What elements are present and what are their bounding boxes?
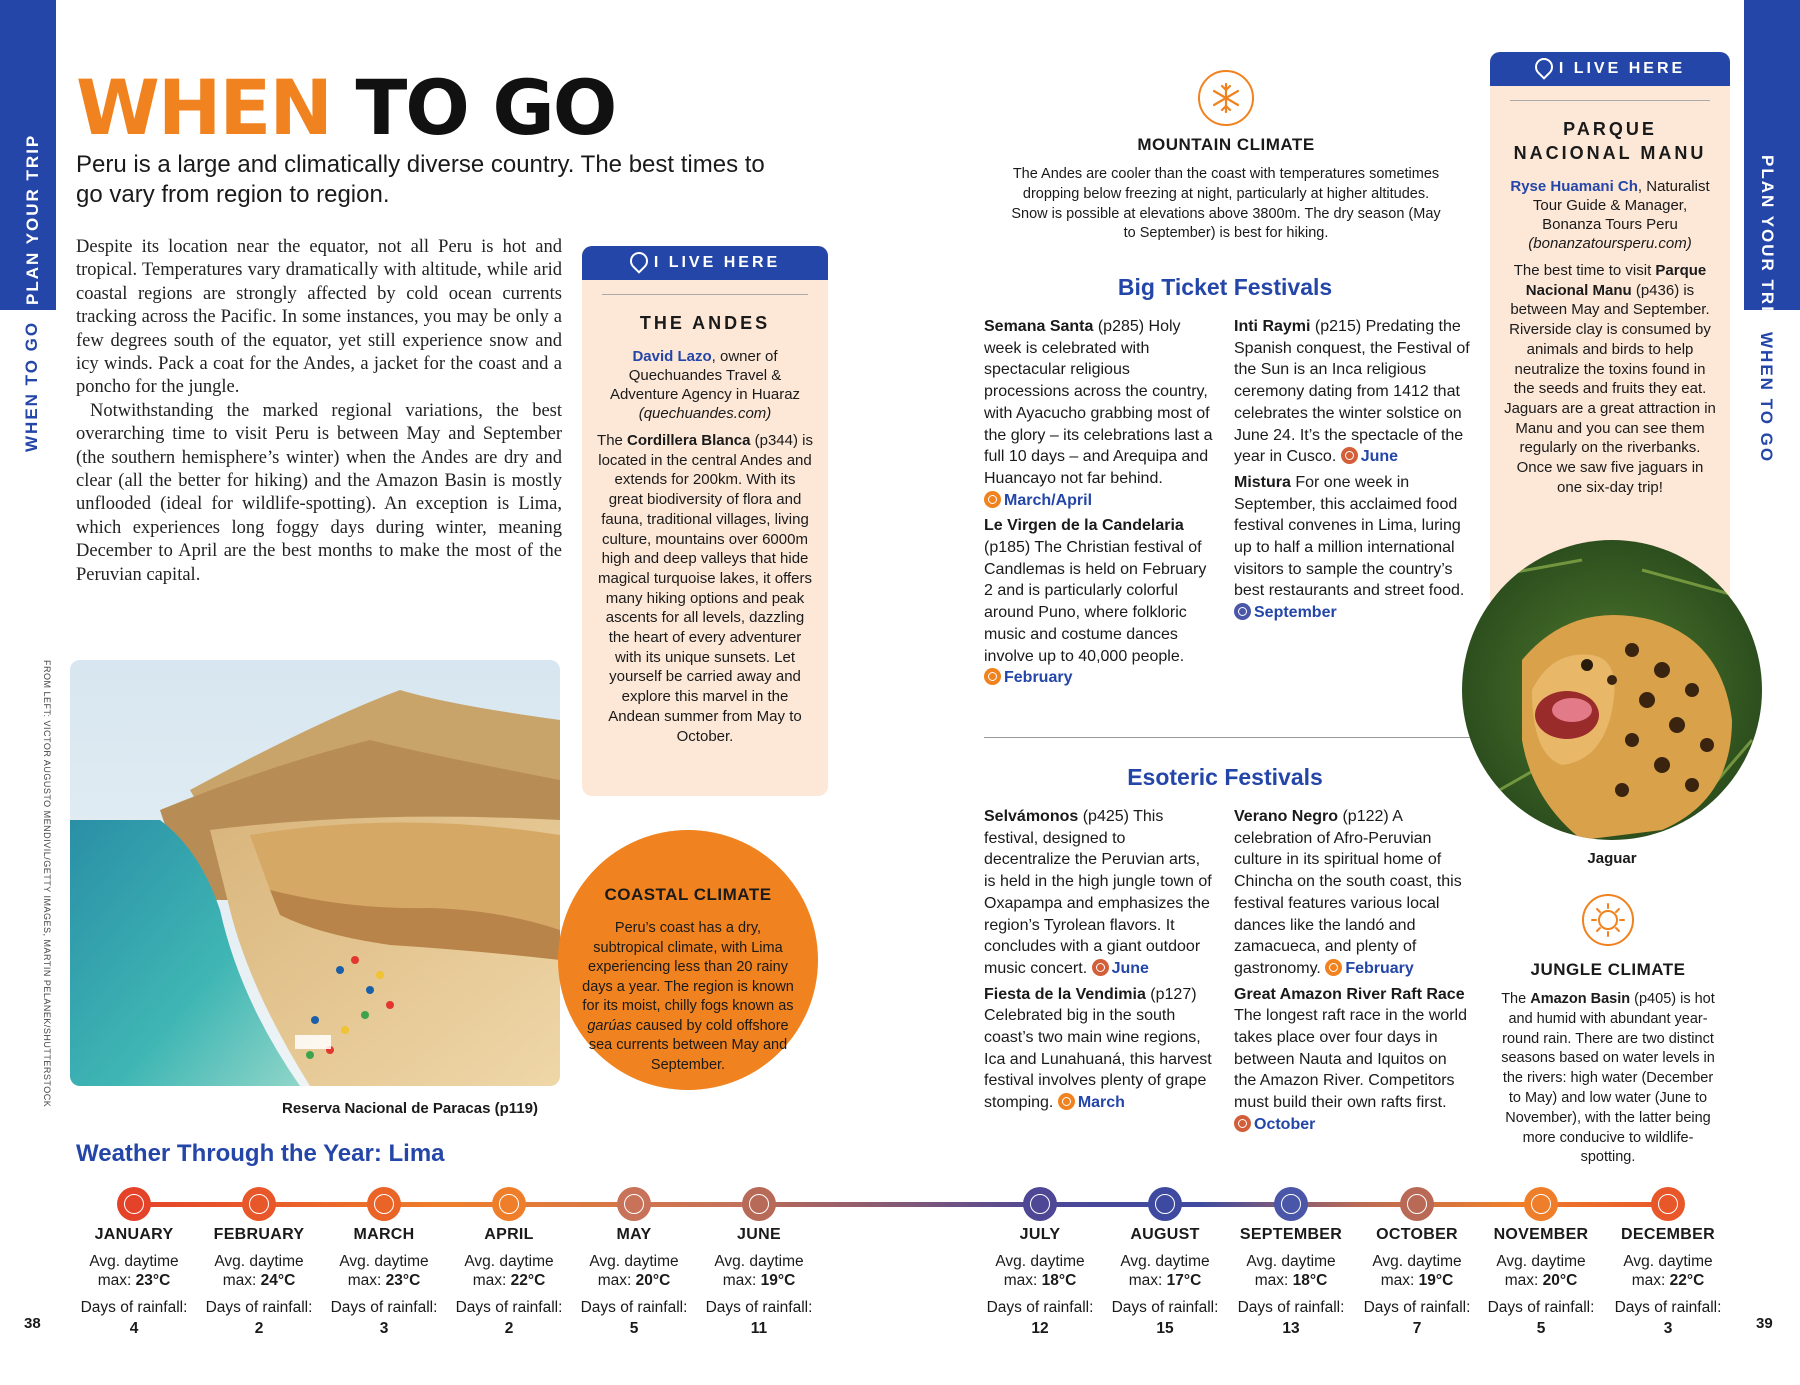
sun-icon: [984, 491, 1001, 508]
sun-icon: [117, 1187, 151, 1221]
festival-month-label: February: [1004, 669, 1073, 687]
jungle-text-post: (p405) is hot and humid with abundant year-round rain. There are two distinct seasons based on water levels in the rivers: high water (December to May) and low water (June to November), with the latter being more conducive to wildlife-spotting.: [1501, 991, 1715, 1166]
andes-person-name: David Lazo: [632, 348, 712, 365]
festival-text: For one week in September, this acclaimed food festival convenes in Lima, luring up to half a million international visitors to sample the country’s best restaurants and street food.: [1234, 473, 1465, 600]
manu-text-pre: The best time to visit: [1513, 262, 1656, 279]
page-title-part2: TO GO: [355, 63, 616, 152]
intro-paragraph-1: Despite its location near the equator, not all Peru is hot and tropical. Temperatures vary dramatically with altitude, while arid coastal regions are strongly affected by cold ocean currents tracking across the Pacific. In some instances, you may be only a few degrees south of the equator, yet still experience snow and icy winds. Pack a coat for the Andes, a jacket for the coast and a poncho for the jungle.: [76, 237, 562, 398]
rain-value: 7: [1412, 1320, 1422, 1337]
temp-label: Avg. daytime max:: [1372, 1253, 1462, 1289]
sun-icon: [1651, 1187, 1685, 1221]
intro-text: [76, 236, 562, 587]
big-ticket-col-1: [984, 316, 1214, 689]
weather-month: [1357, 1226, 1477, 1338]
month-name: FEBRUARY: [213, 1226, 305, 1243]
month-temp: [1105, 1252, 1225, 1290]
rain-value: 13: [1282, 1320, 1300, 1337]
month-name: JUNE: [737, 1226, 781, 1243]
manu-person-site: (bonanzatoursperu.com): [1528, 235, 1692, 252]
month-temp: [199, 1252, 319, 1290]
coastal-text-pre: Peru’s coast has a dry, subtropical climate, with Lima experiencing less than 20 rainy days a year. The region is known for its moist, chilly fogs known as: [582, 920, 794, 1014]
month-name: JULY: [1019, 1226, 1061, 1243]
month-name: JANUARY: [94, 1226, 174, 1243]
coastal-climate-title: COASTAL CLIMATE: [604, 885, 772, 904]
andes-text-post: (p344) is located in the central Andes and extends for 200km. With its great biodiversity of flora and fauna, traditional villages, living culture, mountains over 6000m high and deep valleys that hide magical turquoise lakes, it offers many hiking options and peak ascents for all levels, dazzling the heart of every adventurer with its unique sunsets. Let yourself be carried away and explore this marvel in the Andean summer from May to October.: [598, 432, 813, 745]
month-name: MAY: [616, 1226, 652, 1243]
rain-value: 4: [129, 1320, 139, 1337]
rain-icon: [1274, 1187, 1308, 1221]
month-rain: [1231, 1298, 1351, 1338]
festival-name: Great Amazon River Raft Race: [1234, 985, 1465, 1003]
festival-month-label: February: [1345, 959, 1414, 977]
festival-text: The longest raft race in the world takes place over four days in between Nauta and Iquitos on the Amazon River. Competitors must build their own rafts first.: [1234, 1007, 1468, 1112]
side-section-left-label: WHEN TO GO: [22, 320, 41, 452]
weather-month: [324, 1226, 444, 1338]
month-rain: [74, 1298, 194, 1338]
rain-value: 5: [1536, 1320, 1546, 1337]
festival-name: Verano Negro: [1234, 808, 1339, 825]
sun-icon: [242, 1187, 276, 1221]
month-name: MARCH: [353, 1226, 415, 1243]
temp-label: Avg. daytime max:: [339, 1253, 429, 1289]
temp-label: Avg. daytime max:: [1496, 1253, 1586, 1289]
weather-heading: Weather Through the Year: Lima: [76, 1140, 445, 1167]
side-tab-left-label: PLAN YOUR TRIP: [23, 133, 42, 305]
sun-cloud-icon: [742, 1187, 776, 1221]
andes-live-header: [582, 246, 828, 280]
festival-mistura: [1234, 472, 1470, 624]
paracas-beach-image: [70, 660, 560, 1086]
temp-label: Avg. daytime max:: [714, 1253, 804, 1289]
snowflake-glyph: [1200, 72, 1252, 124]
temp-label: Avg. daytime max:: [1246, 1253, 1336, 1289]
section-divider: [984, 737, 1472, 738]
sun-glyph: [1584, 896, 1632, 944]
manu-live-person: [1490, 177, 1730, 253]
month-temp: [980, 1252, 1100, 1290]
month-temp: [324, 1252, 444, 1290]
month-rain: [324, 1298, 444, 1338]
manu-live-header: [1490, 52, 1730, 86]
temp-label: Avg. daytime max:: [464, 1253, 554, 1289]
rain-value: 3: [379, 1320, 389, 1337]
manu-live-box: [1490, 52, 1730, 612]
festival-inti-raymi: [1234, 316, 1470, 468]
manu-text-bold: Parque Nacional Manu: [1525, 262, 1707, 299]
sun-cloud-icon: [1400, 1187, 1434, 1221]
andes-live-text: [582, 431, 828, 746]
rain-value: 3: [1663, 1320, 1673, 1337]
andes-live-header-label: I LIVE HERE: [653, 254, 781, 271]
andes-person-site: (quechuandes.com): [638, 405, 772, 422]
rain-label: Days of rainfall:: [1237, 1299, 1345, 1316]
festival-month-label: March/April: [1004, 491, 1093, 509]
jungle-climate-title: JUNGLE CLIMATE: [1530, 960, 1686, 979]
sun-icon: [984, 668, 1001, 685]
rain-label: Days of rainfall:: [330, 1299, 438, 1316]
temp-value: 23°C: [385, 1272, 421, 1289]
manu-person-role: , Naturalist Tour Guide & Manager, Bonanza Tours Peru: [1532, 178, 1710, 233]
festival-month-label: October: [1254, 1115, 1316, 1133]
manu-live-header-label: I LIVE HERE: [1558, 60, 1686, 77]
festival-text: (p425) This festival, designed to decentralize the Peruvian arts, is held in the high jungle town of Oxapampa and emphasizes the region’s Tyrolean flavors. It concludes with a giant outdoor music concert.: [984, 808, 1212, 977]
month-temp: [1357, 1252, 1477, 1290]
rain-value: 12: [1031, 1320, 1049, 1337]
rain-label: Days of rainfall:: [80, 1299, 188, 1316]
month-rain: [1608, 1298, 1728, 1338]
big-ticket-heading: Big Ticket Festivals: [1117, 274, 1333, 300]
weather-month: [574, 1226, 694, 1338]
timeline-line-middle: [762, 1202, 1042, 1207]
rain-value: 2: [254, 1320, 264, 1337]
coastal-text-italic: garúas: [587, 1017, 632, 1034]
festival-month: [1325, 960, 1413, 977]
month-temp: [1608, 1252, 1728, 1290]
festival-raft-race: [1234, 984, 1470, 1136]
festival-month: [1058, 1094, 1125, 1111]
festival-name: Semana Santa: [984, 318, 1094, 335]
weather-month: [199, 1226, 319, 1338]
sun-cloud-icon: [617, 1187, 651, 1221]
rain-value: 11: [750, 1320, 768, 1337]
photo-credit: FROM LEFT: VICTOR AUGUSTO MENDIVIL/GETTY IMAGES, MARTIN PELANEK/SHUTTERSTOCK: [42, 660, 52, 1108]
rain-label: Days of rainfall:: [205, 1299, 313, 1316]
rain-value: 2: [504, 1320, 514, 1337]
month-rain: [449, 1298, 569, 1338]
temp-label: Avg. daytime max:: [89, 1253, 179, 1289]
esoteric-col-1: [984, 806, 1214, 1114]
page-title-part1: WHEN: [76, 63, 331, 152]
festival-month: [1234, 1116, 1315, 1133]
temp-label: Avg. daytime max:: [1623, 1253, 1713, 1289]
temp-value: 24°C: [260, 1272, 296, 1289]
big-ticket-col-2: [1234, 316, 1470, 624]
weather-month: [1105, 1226, 1225, 1338]
sun-icon: [367, 1187, 401, 1221]
month-temp: [449, 1252, 569, 1290]
rain-label: Days of rainfall:: [580, 1299, 688, 1316]
timeline-line-right: [1042, 1202, 1670, 1207]
side-tab-right-label: PLAN YOUR TRIP: [1758, 155, 1777, 327]
page-title: [76, 63, 616, 152]
weather-month: [1608, 1226, 1728, 1338]
month-rain: [1105, 1298, 1225, 1338]
sun-cloud-icon: [1524, 1187, 1558, 1221]
festival-name: Le Virgen de la Candelaria: [984, 517, 1184, 535]
festival-month-label: June: [1111, 959, 1149, 977]
month-name: APRIL: [484, 1226, 534, 1243]
month-temp: [574, 1252, 694, 1290]
weather-month: [1231, 1226, 1351, 1338]
festival-selvamonos: [984, 806, 1214, 980]
month-name: SEPTEMBER: [1239, 1226, 1343, 1243]
temp-value: 20°C: [1542, 1272, 1578, 1289]
sun-icon: [1058, 1093, 1075, 1110]
jaguar-photo: [1462, 540, 1762, 840]
festival-verano-negro: [1234, 806, 1470, 980]
jaguar-image: [1462, 540, 1762, 840]
weather-month: [699, 1226, 819, 1338]
jungle-text-bold: Amazon Basin: [1530, 991, 1631, 1007]
mountain-climate-text: The Andes are cooler than the coast with temperatures sometimes dropping below freezing at night, particularly at higher altitudes. Snow is possible at elevations above 3800m. The dry season (May to September) is best for hiking.: [1011, 166, 1441, 242]
temp-label: Avg. daytime max:: [589, 1253, 679, 1289]
temp-label: Avg. daytime max:: [214, 1253, 304, 1289]
month-rain: [699, 1298, 819, 1338]
sun-cloud-icon: [492, 1187, 526, 1221]
page-subtitle: Peru is a large and climatically diverse country. The best times to go vary from region to region.: [76, 151, 765, 208]
andes-live-title: THE ANDES: [602, 294, 808, 335]
temp-value: 22°C: [1669, 1272, 1705, 1289]
month-rain: [574, 1298, 694, 1338]
festival-month-label: June: [1360, 448, 1399, 466]
andes-live-box: [582, 246, 828, 796]
festival-text: (p185) The Christian festival of Candlemas is held on February 2 and is particularly colorful around Puno, where folkloric music and costume dances involve up to 40,000 people.: [984, 539, 1207, 665]
coastal-text-post: caused by cold offshore sea currents between May and September.: [588, 1017, 789, 1073]
side-section-right-label: WHEN TO GO: [1757, 332, 1776, 464]
weather-month: [74, 1226, 194, 1338]
temp-value: 20°C: [635, 1272, 671, 1289]
location-pin-icon: [626, 248, 651, 273]
month-temp: [699, 1252, 819, 1290]
festival-name: Fiesta de la Vendimia: [984, 985, 1146, 1003]
location-pin-icon: [1531, 54, 1556, 79]
rain-label: Days of rainfall:: [1487, 1299, 1595, 1316]
month-temp: [74, 1252, 194, 1290]
temp-value: 22°C: [510, 1272, 546, 1289]
festival-virgen-candelaria: [984, 515, 1214, 689]
sun-cloud-icon: [1234, 1115, 1251, 1132]
festival-month: [984, 669, 1072, 686]
weather-month: [980, 1226, 1100, 1338]
rain-label: Days of rainfall:: [1363, 1299, 1471, 1316]
month-name: AUGUST: [1130, 1226, 1200, 1243]
month-name: DECEMBER: [1621, 1226, 1715, 1243]
rain-icon: [1148, 1187, 1182, 1221]
jungle-climate-text: [1498, 990, 1718, 1168]
rain-icon: [1023, 1187, 1057, 1221]
rain-label: Days of rainfall:: [455, 1299, 563, 1316]
rain-value: 15: [1156, 1320, 1174, 1337]
manu-live-text: [1490, 261, 1730, 497]
coastal-climate-text: [580, 919, 796, 1075]
month-temp: [1231, 1252, 1351, 1290]
festival-text: (p215) Predating the Spanish conquest, the Festival of the Sun is an Inca religious ceremony dating from 1412 that celebrates the winter solstice on June 24. It’s the spectacle of the year in Cusco.: [1234, 318, 1470, 466]
festival-semana-santa: [984, 316, 1214, 511]
festival-vendimia: [984, 984, 1214, 1114]
festival-text: (p122) A celebration of Afro-Peruvian culture in its spiritual home of Chincha on the south coast, this festival features various local dances like the landó and zamacueca, and plenty of gastronomy.: [1234, 808, 1462, 977]
rain-label: Days of rainfall:: [986, 1299, 1094, 1316]
month-rain: [1357, 1298, 1477, 1338]
sun-cloud-icon: [1092, 959, 1109, 976]
festival-month: [1341, 448, 1398, 465]
weather-month: [449, 1226, 569, 1338]
festival-month: [1092, 960, 1149, 977]
page-number-right: 39: [1756, 1315, 1773, 1332]
festival-text: (p127) Celebrated big in the south coast’s two main wine regions, Ica and Lunahuaná, this harvest festival involves plenty of grape stomping.: [984, 985, 1212, 1112]
rain-label: Days of rainfall:: [1111, 1299, 1219, 1316]
temp-value: 18°C: [1041, 1272, 1077, 1289]
andes-text-pre: The: [597, 432, 628, 449]
festival-name: Inti Raymi: [1234, 318, 1311, 335]
festival-month-label: September: [1254, 604, 1337, 622]
mountain-climate-title: MOUNTAIN CLIMATE: [1137, 135, 1315, 154]
festival-month-label: March: [1077, 1094, 1125, 1112]
timeline-line-left: [134, 1202, 762, 1207]
temp-label: Avg. daytime max:: [995, 1253, 1085, 1289]
page-number-left: 38: [24, 1315, 41, 1332]
andes-text-bold: Cordillera Blanca: [627, 432, 751, 449]
temp-value: 17°C: [1166, 1272, 1202, 1289]
festival-name: Selvámonos: [984, 808, 1079, 825]
month-rain: [980, 1298, 1100, 1338]
snowflake-icon: [1198, 70, 1254, 126]
esoteric-heading: Esoteric Festivals: [1127, 764, 1323, 790]
rain-label: Days of rainfall:: [1614, 1299, 1722, 1316]
temp-value: 19°C: [1418, 1272, 1454, 1289]
temp-value: 18°C: [1292, 1272, 1328, 1289]
manu-text-post: (p436) is between May and September. Riverside clay is consumed by animals and birds to help neutralize the toxins found in the seeds and fruits they eat. Jaguars are a great attraction in Manu and you can see them regularly on the riverbanks. Once we saw five jaguars in one six-day trip!: [1504, 281, 1716, 496]
sun-icon: [1582, 894, 1634, 946]
festival-month: [1234, 604, 1337, 621]
andes-live-person: [582, 347, 828, 423]
month-temp: [1481, 1252, 1601, 1290]
paracas-caption: Reserva Nacional de Paracas (p119): [282, 1100, 538, 1117]
rain-icon: [1234, 603, 1251, 620]
temp-label: Avg. daytime max:: [1120, 1253, 1210, 1289]
festival-name: Mistura: [1234, 473, 1291, 491]
temp-value: 23°C: [135, 1272, 171, 1289]
month-name: OCTOBER: [1376, 1226, 1458, 1243]
sun-icon: [1325, 959, 1342, 976]
month-rain: [1481, 1298, 1601, 1338]
month-name: NOVEMBER: [1493, 1226, 1589, 1243]
andes-person-role: , owner of Quechuandes Travel & Adventure Agency in Huaraz: [609, 348, 801, 403]
jaguar-caption: Jaguar: [1587, 850, 1637, 867]
coastal-climate-circle: [558, 830, 818, 1090]
rain-value: 5: [629, 1320, 639, 1337]
weather-month: [1481, 1226, 1601, 1338]
manu-person-name: Ryse Huamani Ch: [1510, 178, 1638, 195]
rain-label: Days of rainfall:: [705, 1299, 813, 1316]
jungle-text-pre: The: [1501, 991, 1531, 1007]
festival-month: [984, 492, 1092, 509]
sun-cloud-icon: [1341, 447, 1358, 464]
festival-text: (p285) Holy week is celebrated with spectacular religious processions across the country, with Ayacucho grabbing most of the glory – its celebrations last a full 10 days – and Arequipa and Huancayo not far behind.: [984, 318, 1213, 487]
manu-live-title: PARQUE NACIONAL MANU: [1510, 100, 1710, 165]
intro-paragraph-2: Notwithstanding the marked regional variations, the best overarching time to visit Peru is between May and September (the southern hemisphere’s winter) when the Andes are dry and clear (all the better for hiking) and the Amazon Basin is mostly unflooded (ideal for wildlife-spotting). An exception is Lima, which experiences long foggy days during winter, meaning December to April are the best months to make the most of the Peruvian capital.: [76, 400, 562, 585]
temp-value: 19°C: [760, 1272, 796, 1289]
month-rain: [199, 1298, 319, 1338]
paracas-photo: [70, 660, 560, 1086]
esoteric-col-2: [1234, 806, 1470, 1136]
